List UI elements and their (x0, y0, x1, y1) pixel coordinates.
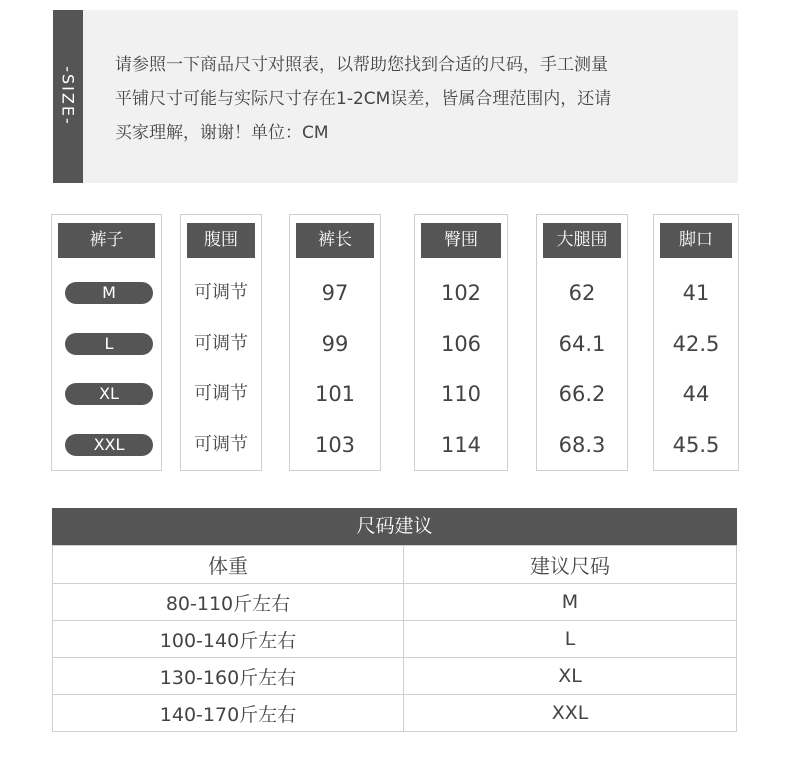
notice-line-3: 买家理解，谢谢！单位：CM (115, 123, 329, 143)
size-value: 68.3 (558, 433, 606, 457)
table-row (53, 584, 737, 621)
size-pill: XXL (65, 434, 153, 456)
column-header: 脚口 (660, 223, 732, 258)
size-cell: M (404, 584, 737, 621)
weight-cell: 140-170斤左右 (53, 695, 404, 732)
table-header-row (53, 546, 737, 584)
size-notice-panel (53, 10, 738, 183)
weight-cell: 80-110斤左右 (53, 584, 404, 621)
size-value: 102 (440, 281, 482, 305)
size-column-waist (180, 214, 262, 471)
size-tab (53, 10, 83, 183)
size-tab-label: -SIZE- (58, 66, 78, 126)
size-value: 66.2 (558, 382, 606, 406)
size-value: 可调节 (194, 383, 248, 404)
size-value: 114 (440, 433, 482, 457)
table-row (53, 695, 737, 732)
header-weight: 体重 (53, 546, 404, 584)
column-header: 臀围 (421, 223, 501, 258)
size-suggestion (52, 508, 737, 732)
size-column-hem (653, 214, 739, 471)
size-value: 97 (321, 281, 349, 305)
column-header: 腹围 (187, 223, 255, 258)
size-value: 101 (314, 382, 356, 406)
size-value: 可调节 (194, 434, 248, 455)
size-column-thigh (536, 214, 628, 471)
column-header: 裤长 (296, 223, 374, 258)
size-value: 64.1 (558, 332, 606, 356)
size-column-pants (51, 214, 162, 471)
size-value: 103 (314, 433, 356, 457)
notice-text (115, 48, 715, 150)
weight-cell: 130-160斤左右 (53, 658, 404, 695)
column-header: 大腿围 (543, 223, 621, 258)
size-value: 41 (682, 281, 710, 305)
notice-line-1: 请参照一下商品尺寸对照表，以帮助您找到合适的尺码，手工测量 (115, 55, 608, 75)
size-pill: M (65, 282, 153, 304)
size-value: 110 (440, 382, 482, 406)
size-value: 99 (321, 332, 349, 356)
size-value: 45.5 (672, 433, 720, 457)
table-row (53, 621, 737, 658)
size-value: 62 (568, 281, 596, 305)
size-value: 44 (682, 382, 710, 406)
size-value: 可调节 (194, 333, 248, 354)
column-header: 裤子 (58, 223, 155, 258)
table-row (53, 658, 737, 695)
size-value: 42.5 (672, 332, 720, 356)
size-column-hip (414, 214, 508, 471)
size-cell: L (404, 621, 737, 658)
size-value: 106 (440, 332, 482, 356)
suggestion-table (52, 545, 737, 732)
weight-cell: 100-140斤左右 (53, 621, 404, 658)
notice-line-2: 平铺尺寸可能与实际尺寸存在1-2CM误差，皆属合理范围内，还请 (115, 89, 612, 109)
size-cell: XL (404, 658, 737, 695)
suggestion-title: 尺码建议 (52, 508, 737, 545)
size-column-length (289, 214, 381, 471)
size-pill: XL (65, 383, 153, 405)
size-cell: XXL (404, 695, 737, 732)
header-size: 建议尺码 (404, 546, 737, 584)
size-pill: L (65, 333, 153, 355)
size-value: 可调节 (194, 282, 248, 303)
